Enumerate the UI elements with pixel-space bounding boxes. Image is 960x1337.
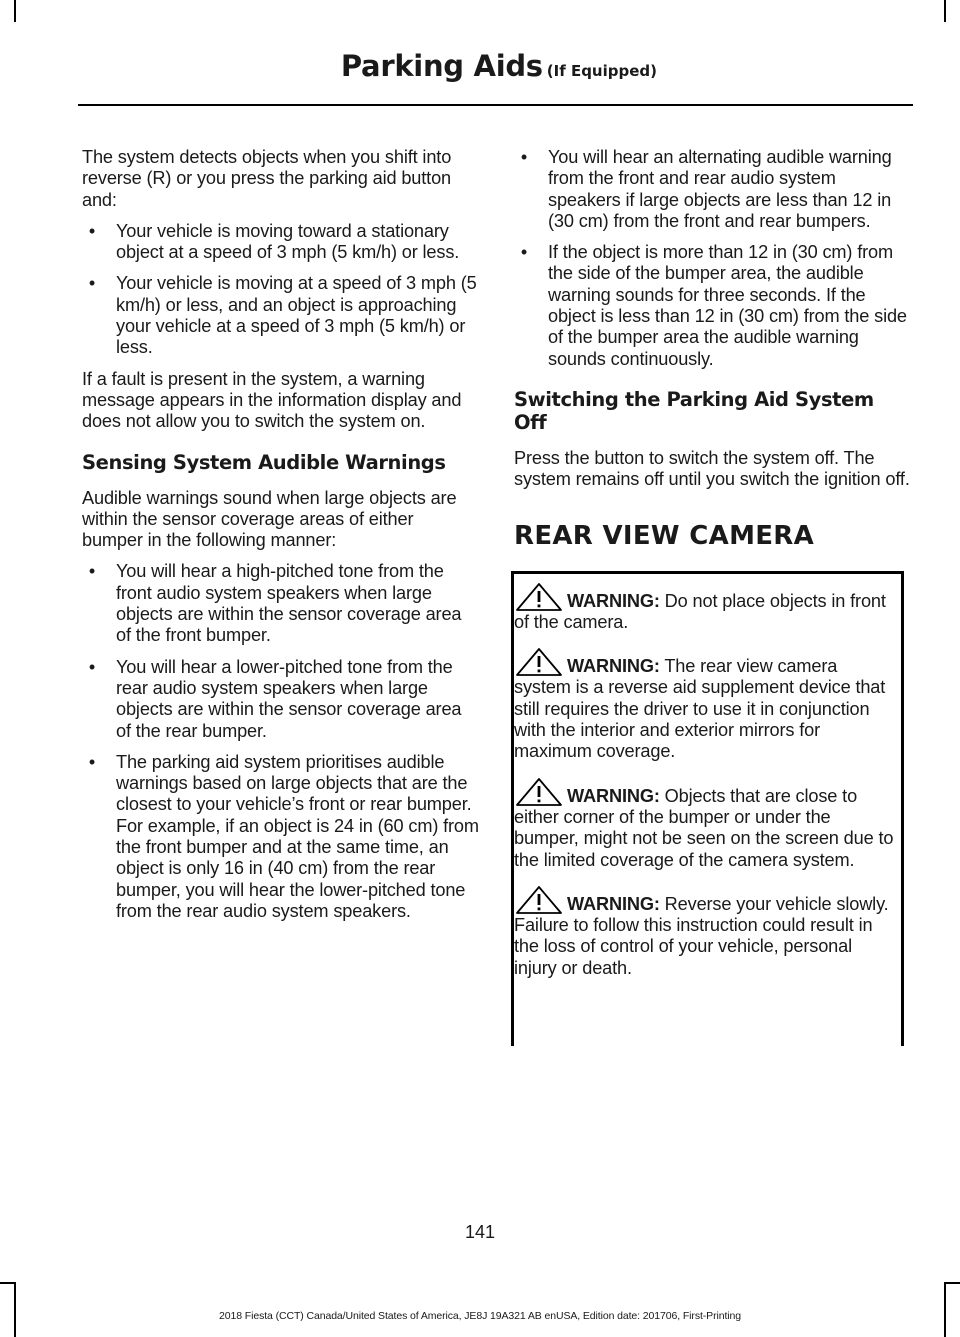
warning-label: WARNING:: [567, 785, 660, 806]
switch-off-paragraph: Press the button to switch the system off. The system remains off until you switch the ignition off.: [514, 447, 910, 490]
list-item: [514, 147, 911, 232]
audible-warnings-heading: Sensing System Audible Warnings: [82, 450, 446, 474]
list-item-text: Your vehicle is moving at a speed of 3 mph (5 km/h) or less, and an object is approaching your vehicle at a speed of 3 mph (5 km/h) or less.: [116, 273, 477, 358]
warning-item: [514, 647, 895, 762]
list-item-text: Your vehicle is moving toward a stationary object at a speed of 3 mph (5 km/h) or less.: [116, 220, 460, 263]
warning-label: WARNING:: [567, 656, 660, 677]
page-header: [340, 49, 657, 83]
bullet-icon: •: [88, 751, 96, 772]
page-number: 141: [464, 1222, 496, 1242]
list-item-text: You will hear a high-pitched tone from the front audio system speakers when large objects are within the sensor coverage area of the front bumper.: [116, 561, 462, 646]
warning-text: Do not place objects in front of the camera.: [514, 590, 886, 632]
bullet-icon: •: [520, 147, 528, 167]
right-column: [514, 147, 911, 1046]
audible-intro-paragraph: Audible warnings sound when large objects are within the sensor coverage areas of either bumper in the following manner:: [82, 487, 457, 551]
bullet-icon: •: [88, 656, 96, 677]
left-column: [82, 147, 479, 932]
bullet-icon: •: [88, 220, 96, 241]
warning-text: Objects that are close to either corner of the bumper or under the bumper, might not be seen on the screen due to the limited coverage of the camera system.: [514, 785, 894, 870]
crop-mark-top-left: [14, 0, 16, 22]
header-subtitle: (If Equipped): [546, 62, 657, 80]
switch-off-heading: Switching the Parking Aid System Off: [514, 387, 874, 434]
list-item: [82, 752, 479, 922]
crop-mark-bottom-right-h: [944, 1282, 960, 1284]
crop-mark-top-right: [944, 0, 946, 22]
bullet-icon: •: [88, 273, 96, 294]
list-item-text: If the object is more than 12 in (30 cm) from the side of the bumper area, the audible warning sounds for three seconds. If the object is less than 12 in (30 cm) from the side of the bumper area the audible warning sounds continuously.: [548, 242, 907, 369]
list-item: [82, 273, 479, 358]
warning-text: Reverse your vehicle slowly. Failure to follow this instruction could result in the loss of control of your vehicle, personal injury or death.: [514, 893, 889, 978]
warning-item: [514, 582, 895, 634]
list-item-text: You will hear an alternating audible warning from the front and rear audio system speakers if large objects are less than 12 in (30 cm) from the front and rear bumpers.: [548, 147, 892, 231]
list-item: [514, 242, 911, 370]
header-divider: [78, 104, 913, 106]
list-item: [82, 657, 479, 742]
intro-paragraph: The system detects objects when you shift into reverse (R) or you press the parking aid button and:: [82, 147, 452, 210]
fault-paragraph: If a fault is present in the system, a warning message appears in the information display and does not allow you to switch the system on.: [82, 368, 462, 432]
list-item: [82, 221, 479, 264]
header-title: Parking Aids: [340, 49, 543, 83]
warnings-box: [511, 571, 904, 1046]
bullet-icon: •: [88, 561, 96, 582]
list-item-text: The parking aid system prioritises audible warnings based on large objects that are the closest to your vehicle’s front or rear bumper. For example, if an object is 24 in (60 cm) from the front bumper and at the same time, an object is only 16 in (40 cm) from the rear bumper, you will hear the lower-pitched tone from the rear audio system speakers.: [116, 751, 479, 921]
list-item: [82, 561, 479, 646]
warning-item: [514, 777, 895, 871]
list-item-text: You will hear a lower-pitched tone from the rear audio system speakers when large objects are within the sensor coverage area of the rear bumper.: [116, 656, 462, 741]
crop-mark-bottom-left-h: [0, 1282, 16, 1284]
footer-edition-info: 2018 Fiesta (CCT) Canada/United States of America, JE8J 19A321 AB enUSA, Edition date: 201706, First-Printing: [219, 1310, 741, 1322]
rear-view-camera-heading: REAR VIEW CAMERA: [514, 520, 815, 551]
bullet-icon: •: [520, 242, 528, 263]
warning-label: WARNING:: [567, 893, 660, 914]
warning-label: WARNING:: [567, 590, 660, 611]
warning-text: The rear view camera system is a reverse aid supplement device that still requires the driver to use it in conjunction with the interior and exterior mirrors for maximum coverage.: [514, 656, 886, 762]
warning-item: [514, 885, 895, 979]
